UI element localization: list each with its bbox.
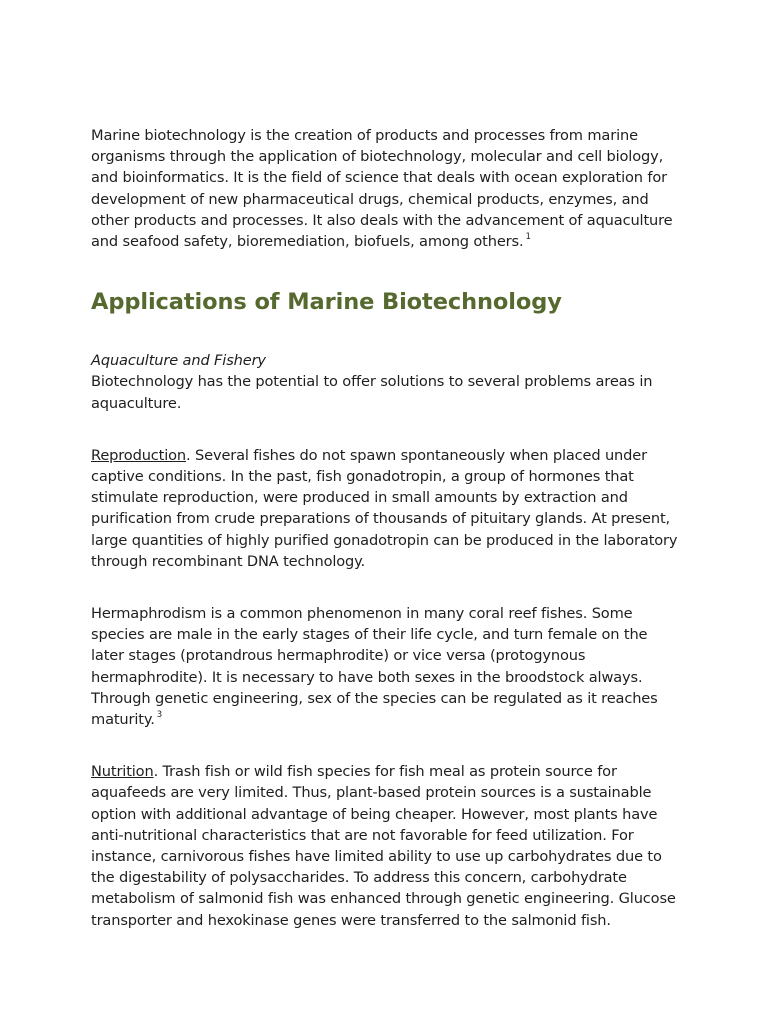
hermaphrodism-paragraph bbox=[91, 603, 683, 730]
nutrition-paragraph bbox=[91, 761, 683, 931]
nutrition-text: . Trash fish or wild fish species for fish meal as protein source for aquafeeds are very limited. Thus, plant-based protein sources is a sustainable option with additional advantage of being cheaper. However, most plants have anti-nutritional characteristics that are not favorable for feed utilization. For instance, carnivorous fishes have limited ability to use up carbohydrates due to the digestability of polysaccharides. To address this concern, carbohydrate metabolism of salmonid fish was enhanced through genetic engineering. Glucose transporter and hexokinase genes were transferred to the salmonid fish. bbox=[91, 763, 676, 929]
footnote-ref-1[interactable]: 1 bbox=[525, 232, 531, 243]
intro-text: Marine biotechnology is the creation of products and processes from marine organisms through the application of biotechnology, molecular and cell biology, and bioinformatics. It is the field of science that deals with ocean exploration for development of new pharmaceutical drugs, chemical products, enzymes, and other products and processes. It also deals with the advancement of aquaculture and seafood safety, bioremediation, biofuels, among others. bbox=[91, 127, 673, 251]
hermaphrodism-text: Hermaphrodism is a common phenomenon in many coral reef fishes. Some species are male in the early stages of their life cycle, and turn female on the later stages (protandrous hermaphrodite) or vice versa (protogynous hermaphrodite). It is necessary to have both sexes in the broodstock always. Through genetic engineering, sex of the species can be regulated as it reaches maturity. bbox=[91, 605, 658, 729]
reproduction-term: Reproduction bbox=[91, 446, 187, 464]
reproduction-text: . Several fishes do not spawn spontaneously when placed under captive conditions. In the past, fish gonadotropin, a group of hormones that stimulate reproduction, were produced in small amounts by extraction and purification from crude preparations of thousands of pituitary glands. At present, large quantities of highly purified gonadotropin can be produced in the laboratory through recombinant DNA technology. bbox=[91, 446, 678, 570]
subheading-aquaculture: Aquaculture and Fishery bbox=[91, 352, 266, 370]
reproduction-paragraph bbox=[91, 445, 683, 572]
section-heading: Applications of Marine Biotechnology bbox=[91, 289, 562, 316]
aquaculture-paragraph: Biotechnology has the potential to offer solutions to several problems areas in aquaculture. bbox=[91, 373, 653, 412]
footnote-ref-3[interactable]: 3 bbox=[156, 710, 163, 721]
intro-paragraph bbox=[91, 125, 683, 252]
nutrition-term: Nutrition bbox=[91, 763, 154, 781]
document-page bbox=[91, 125, 683, 931]
